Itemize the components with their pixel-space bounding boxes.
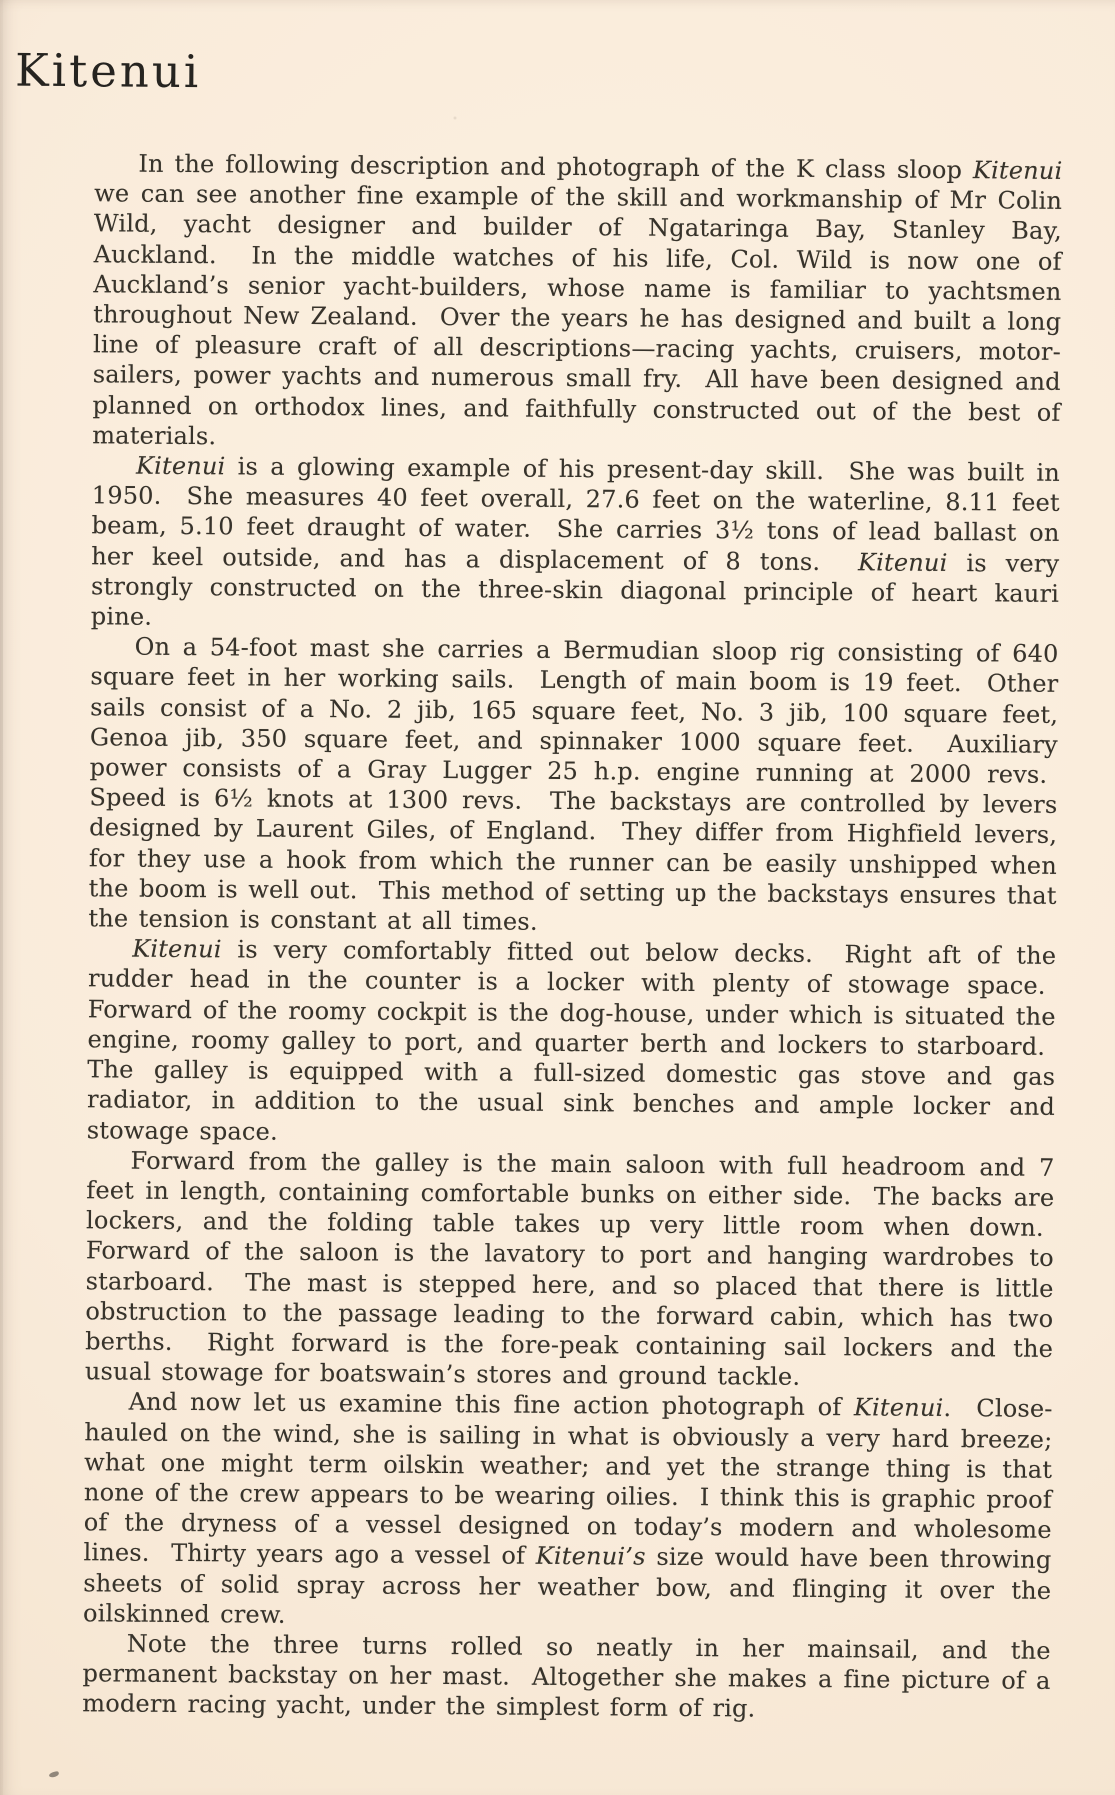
text-run: . Close-hauled on the wind, she is sailing in what is obviously a very hard breeze; what one might term oilskin weather; and yet the strange thing is that none of the crew appears to be wearing oilies. I think this is graphic proof of the dryness of a vessel designed on today’s modern and wholesome lines. Thirty years ago a vessel of — [83, 1394, 1053, 1571]
paragraph — [91, 450, 1060, 639]
yacht-name-italic: Kitenui — [853, 1393, 944, 1423]
scan-speck — [48, 1771, 59, 1779]
yacht-name-italic: Kitenui’s — [535, 1542, 646, 1571]
body-text — [82, 148, 1062, 1726]
text-run: we can see another fine example of the skill and workmanship of Mr Colin Wild, yacht designer and builder of Ngataringa Bay, Stanley Bay, Auckland. In the middle watches of his life, Col. Wild is now one of Auckland’s senior yacht-builders, whose name is familiar to yachtsmen throughout New Zealand. Over the years he has designed and built a long line of pleasure craft of all descriptions—racing yachts, cruisers, motor-sailers, power yachts and numerous small fry. All have been designed and planned on orthodox lines, and faithfully constructed out of the best of materials. — [92, 179, 1063, 451]
paragraph — [88, 632, 1058, 942]
text-run: is very strongly constructed on the three-skin diagonal principle of heart kauri pine. — [90, 548, 1060, 631]
text-run: Forward from the galley is the main saloon with full headroom and 7 feet in length, containing comfortable bunks on either side. The backs are lockers, and the folding table takes up very little room when down. Forward of the saloon is the lavatory to port and hanging wardrobes to starboard. The mast is stepped here, and so placed that there is little obstruction to the passage leading to the forward cabin, which has two berths. Right forward is the fore-peak containing sail lockers and the usual stowage for boatswain’s stores and ground tackle. — [84, 1146, 1055, 1391]
paragraph — [85, 1145, 1055, 1394]
yacht-name-italic: Kitenui — [132, 934, 222, 964]
text-run: On a 54-foot mast she carries a Bermudian sloop rig consisting of 640 square feet in her working sails. Length of main boom is 19 feet. Other sails consist of a No. 2 jib, 165 square feet, No. 3 jib, 100 square feet, Genoa jib, 350 square feet, and spinnaker 1000 square feet. Auxiliary power consists of a Gray Lugger 25 h.p. engine running at 2000 revs. Speed is 6½ knots at 1300 revs. The backstays are controlled by levers designed by Laurent Giles, of England. They differ from Highfield levers, for they use a hook from which the runner can be easily unshipped when the boom is well out. This method of setting up the backstays ensures that the tension is constant at all times. — [88, 632, 1059, 936]
text-run: Note the three turns rolled so neatly in her mainsail, and the permanent backstay on her mast. Altogether she makes a fine picture of a modern racing yacht, under the simplest form of rig. — [82, 1629, 1051, 1723]
text-run: In the following description and photograph of the K class sloop — [138, 149, 974, 185]
paragraph — [87, 934, 1057, 1153]
paragraph — [92, 148, 1062, 458]
paragraph — [82, 1628, 1051, 1726]
text-run: is a glowing example of his present-day skill. She was built in 1950. She measures 40 feet overall, 27.6 feet on the waterline, 8.11 feet beam, 5.10 feet draught of water. She carries 3½ tons of lead ballast on her keel outside, and has a displacement of 8 tons. — [91, 452, 1061, 576]
yacht-name-italic: Kitenui — [135, 451, 226, 481]
yacht-name-italic: Kitenui — [857, 547, 948, 577]
yacht-name-italic: Kitenui — [972, 156, 1063, 185]
page-title: Kitenui — [14, 43, 202, 99]
paragraph — [83, 1387, 1053, 1636]
text-run: is very comfortably fitted out below decks. Right aft of the rudder head in the counter is a locker with plenty of stowage space. Forward of the roomy cockpit is the dog-house, under which is situated the engine, roomy galley to port, and quarter berth and lockers to starboard. The galley is equipped with a full-sized domestic gas stove and gas radiator, in addition to the usual sink benches and ample locker and stowage space. — [86, 935, 1057, 1146]
text-run: size would have been throwing sheets of solid spray across her weather bow, and flinging it over the oilskinned crew. — [82, 1542, 1052, 1629]
text-run: And now let us examine this fine action photograph of — [128, 1387, 855, 1422]
